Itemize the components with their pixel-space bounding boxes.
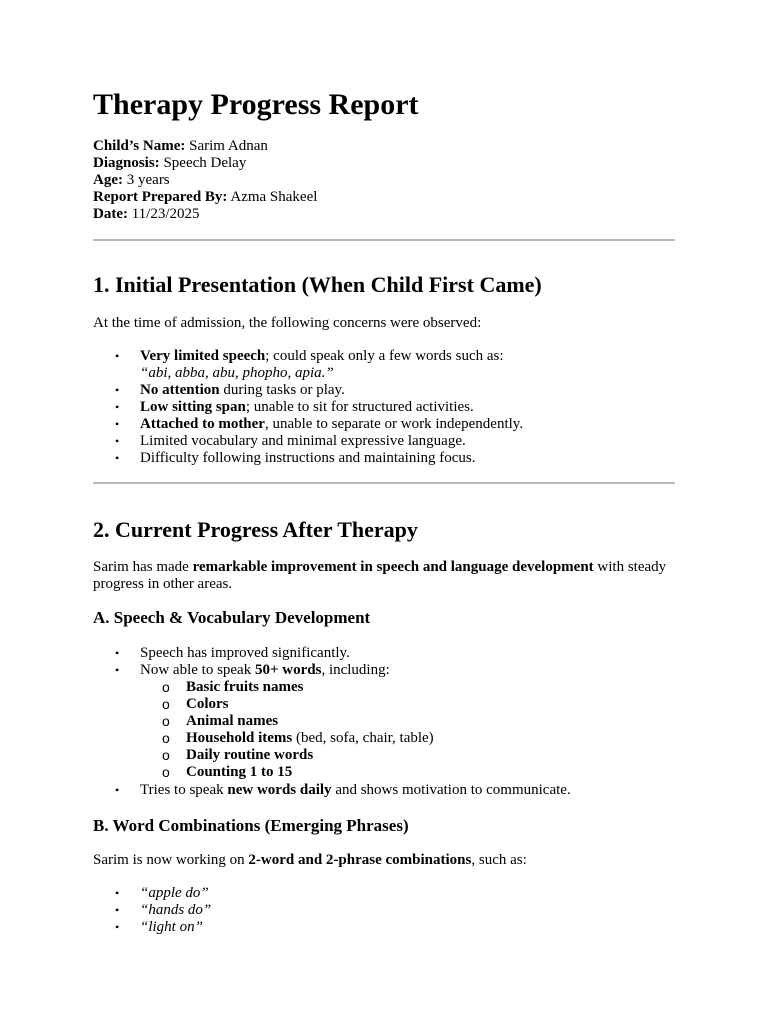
list-item: • Limited vocabulary and minimal expressive language. — [115, 433, 466, 449]
bullet-icon: • — [115, 663, 120, 677]
subsection-b-intro: Sarim is now working on 2-word and 2-phrase combinations, such as: — [93, 852, 527, 868]
list-item: • Speech has improved significantly. — [115, 645, 350, 661]
circle-bullet-icon: o — [162, 713, 170, 730]
example-words-quote: “abi, abba, abu, phopho, apia.” — [140, 365, 334, 381]
circle-bullet-icon: o — [162, 764, 170, 781]
section2-heading: 2. Current Progress After Therapy — [93, 517, 418, 542]
list-item: • Tries to speak new words daily and shows motivation to communicate. — [115, 781, 571, 798]
speech-vocabulary-list — [93, 645, 675, 799]
section2-intro: Sarim has made remarkable improvement in speech and language development with steady progress in other areas. — [93, 559, 667, 592]
bullet-icon: • — [115, 646, 120, 660]
sub-list-item: o Colors — [162, 696, 229, 713]
age-label: Age: — [93, 172, 123, 188]
list-item: • Attached to mother, unable to separate or work independently. — [115, 416, 524, 432]
prepared-by-value: Azma Shakeel — [230, 189, 318, 205]
bullet-icon: • — [115, 903, 120, 917]
bullet-icon: • — [115, 349, 120, 363]
child-name-label: Child’s Name: — [93, 138, 186, 154]
bullet-icon: • — [115, 782, 120, 797]
age-line — [93, 172, 317, 189]
list-item: • “apple do” — [115, 885, 209, 901]
horizontal-divider — [93, 239, 675, 241]
list-item: • “light on” — [115, 919, 203, 935]
circle-bullet-icon: o — [162, 747, 170, 764]
sub-list-item: o Animal names — [162, 713, 279, 730]
list-item: • Very limited speech; could speak only a few words such as: “abi, abba, abu, phopho, apia.” — [115, 348, 504, 381]
prepared-by-label: Report Prepared By: — [93, 189, 228, 205]
report-title: Therapy Progress Report — [93, 88, 419, 121]
circle-bullet-icon: o — [162, 679, 170, 695]
bullet-icon: • — [115, 434, 120, 448]
bullet-icon: • — [115, 417, 120, 431]
phrase-examples-list — [93, 885, 675, 936]
child-name-line — [93, 138, 317, 155]
date-label: Date: — [93, 206, 128, 222]
section1-heading: 1. Initial Presentation (When Child First Came) — [93, 272, 542, 297]
horizontal-divider — [93, 482, 675, 484]
age-value: 3 years — [126, 172, 170, 188]
child-info-block — [93, 138, 317, 223]
bullet-icon: • — [115, 886, 120, 900]
sub-list-item: o Counting 1 to 15 — [162, 764, 293, 781]
subsection-a-heading: A. Speech & Vocabulary Development — [93, 608, 371, 627]
date-line — [93, 206, 317, 223]
initial-concerns-list — [93, 348, 675, 467]
sub-list-item: o Basic fruits names — [162, 679, 304, 695]
bullet-icon: • — [115, 920, 120, 934]
bullet-icon: • — [115, 400, 120, 414]
list-item: • Now able to speak 50+ words, including: o Basic fruits names o Colors o Animal names o Household items (bed, sofa, chair, table) o Daily routine words o Counting 1 to 15 — [93, 662, 675, 782]
circle-bullet-icon: o — [162, 730, 170, 747]
list-item: • No attention during tasks or play. — [115, 382, 345, 398]
date-value: 11/23/2025 — [131, 206, 200, 222]
circle-bullet-icon: o — [162, 696, 170, 713]
sub-list-item: o Daily routine words — [162, 747, 314, 764]
diagnosis-value: Speech Delay — [163, 155, 247, 171]
list-item: • “hands do” — [115, 902, 212, 918]
section1-intro: At the time of admission, the following concerns were observed: — [93, 315, 482, 331]
bullet-icon: • — [115, 451, 120, 465]
child-name-value: Sarim Adnan — [189, 138, 268, 154]
bullet-icon: • — [115, 383, 120, 397]
prepared-by-line — [93, 189, 317, 206]
list-item: • Low sitting span; unable to sit for structured activities. — [115, 399, 474, 415]
sub-list-item: o Household items (bed, sofa, chair, table) — [162, 730, 434, 747]
list-item: • Difficulty following instructions and maintaining focus. — [115, 450, 476, 466]
diagnosis-line — [93, 155, 317, 172]
vocabulary-categories-list — [140, 679, 675, 782]
subsection-b-heading: B. Word Combinations (Emerging Phrases) — [93, 816, 409, 835]
diagnosis-label: Diagnosis: — [93, 155, 160, 171]
